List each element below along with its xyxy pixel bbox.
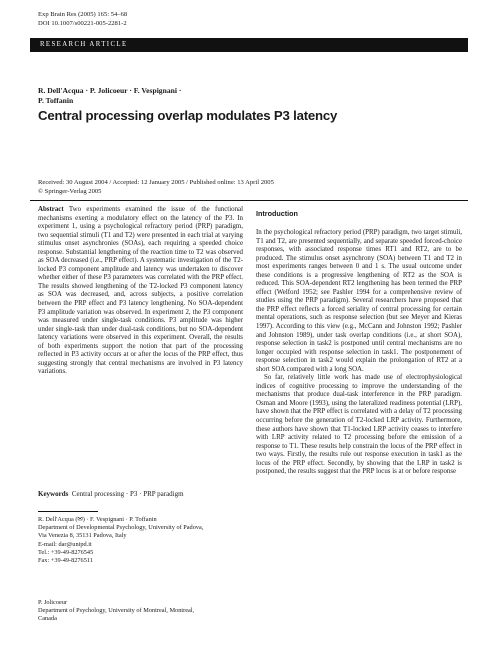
received-accepted-line: Received: 30 August 2004 / Accepted: 12 January 2005 / Published online: 13 April 2005 xyxy=(38,179,274,186)
intro-paragraph-2: So far, relatively little work has made use of electrophysiological indices of cognitive processing to improve the understanding of the mechanisms that produce dual-task interference in the PRP paradigm. Osman and Moore (1993), using the lateralized readiness potential (LRP), have shown that the PRP effect is correlated with a delay of T2 processing occurring before the generation of T2-locked LRP activity. Furthermore, these authors have shown that T1-locked LRP activity ceases to interfere with LRP activity related to T2 processing before the emission of a response to T1. These results help constrain the locus of the PRP effect in two ways. Firstly, the results rule out response execution in task1 as the locus of the PRP effect. Secondly, by showing that the LRP in task2 is postponed, the results suggest that the PRP locus is at or before response xyxy=(256,374,462,476)
doi-line: DOI 10.1007/s00221-005-2281-2 xyxy=(38,19,127,27)
affil2-line: Canada xyxy=(38,615,57,623)
copyright-line: © Springer-Verlag 2005 xyxy=(38,187,102,195)
affil2-line: P. Jolicoeur xyxy=(38,599,68,606)
footnote-rule xyxy=(38,511,98,512)
affil1-line: R. Dell'Acqua (✉) · F. Vespignani · P. Toffanin xyxy=(38,516,157,523)
affil1-line: Via Venezia 8, 35131 Padova, Italy xyxy=(38,532,127,540)
article-type-band xyxy=(30,38,468,52)
affil1-line: Department of Developmental Psychology, University of Padova, xyxy=(38,524,204,532)
publication-dates xyxy=(38,179,274,196)
keywords-label: Keywords xyxy=(38,490,69,498)
affil1-tel: Tel.: +39-49-8276545 xyxy=(38,548,94,556)
author-list xyxy=(38,86,398,106)
article-type-label: RESEARCH ARTICLE xyxy=(40,41,128,48)
affil1-email: E-mail: dar@unipd.it xyxy=(38,540,92,548)
introduction-body xyxy=(256,229,462,477)
affil1-fax: Fax: +39-49-8276511 xyxy=(38,557,93,565)
affiliation-block-1 xyxy=(38,516,243,565)
keywords-line xyxy=(38,490,243,498)
article-title: Central processing overlap modulates P3 latency xyxy=(38,108,338,123)
keywords-text: Central processing · P3 · PRP paradigm xyxy=(71,490,184,498)
author-line-2: P. Toffanin xyxy=(38,96,74,105)
intro-paragraph-1: In the psychological refractory period (PRP) paradigm, two target stimuli, T1 and T2, are presented sequentially, and separate speeded forced-choice responses, with associated response times RT1 and RT2, are to be produced. The stimulus onset asynchrony (SOA) between T1 and T2 in most experiments ranges between 0 and 1 s. The usual outcome under these conditions is a progressive lengthening of RT2 as the SOA is reduced. This SOA-dependent RT2 lengthening has been termed the PRP effect (Welford 1952; see Pashler 1994 for a comprehensive review of studies using the PRP paradigm). Several researchers have proposed that the PRP effect reflects a forced seriality of central processing for certain mental operations, such as response selection (but see Meyer and Kieras 1997). According to this view (e.g., McCann and Johnston 1992; Pashler and Johnston 1989), under task overlap conditions (i.e., at short SOA), response selection in task2 is postponed until central mechanisms are no longer occupied with response selection in task1. The postponement of response selection in task2 would explain the prolongation of RT2 at a short SOA compared with a long SOA. xyxy=(256,229,462,373)
journal-header xyxy=(38,11,127,28)
affil2-line: Department of Psychology, University of Montreal, Montreal, xyxy=(38,607,195,615)
introduction-heading: Introduction xyxy=(256,209,298,218)
section-divider xyxy=(30,200,468,201)
abstract-label: Abstract xyxy=(38,206,64,213)
author-line-1: R. Dell'Acqua · P. Jolicoeur · F. Vespignani · xyxy=(38,86,182,95)
abstract-text: Two experiments examined the issue of the functional mechanisms exerting a modulatory effect on the latency of the P3. In experiment 1, using a psychological refractory period (PRP) paradigm, two sequential stimuli (T1 and T2) were presented in each trial at varying stimulus onset asynchronies (SOAs), each requiring a speeded choice response. Substantial lengthening of the reaction time to T2 was observed as SOA decreased (i.e., PRP effect). A systematic investigation of the T2-locked P3 component amplitude and latency was undertaken to discover whether either of these P3 parameters was correlated with the PRP effect. The results showed lengthening of the T2-locked P3 component latency as SOA was decreased, and, across subjects, a positive correlation between the PRP effect and P3 latency lengthening. No SOA-dependent P3 amplitude variation was observed. In experiment 2, the P3 component was measured under single-task conditions. P3 amplitude was higher under single-task than under dual-task conditions, but no SOA-dependent latency variations were observed in this experiment. Overall, the results of both experiments support the notion that part of the processing reflected in P3 activity occurs at or after the locus of the PRP effect, thus suggesting strongly that central mechanisms are involved in P3 latency variations. xyxy=(38,206,243,376)
affiliation-block-2 xyxy=(38,599,243,624)
abstract-block xyxy=(38,206,243,377)
journal-citation: Exp Brain Res (2005) 165: 54–68 xyxy=(38,11,128,18)
